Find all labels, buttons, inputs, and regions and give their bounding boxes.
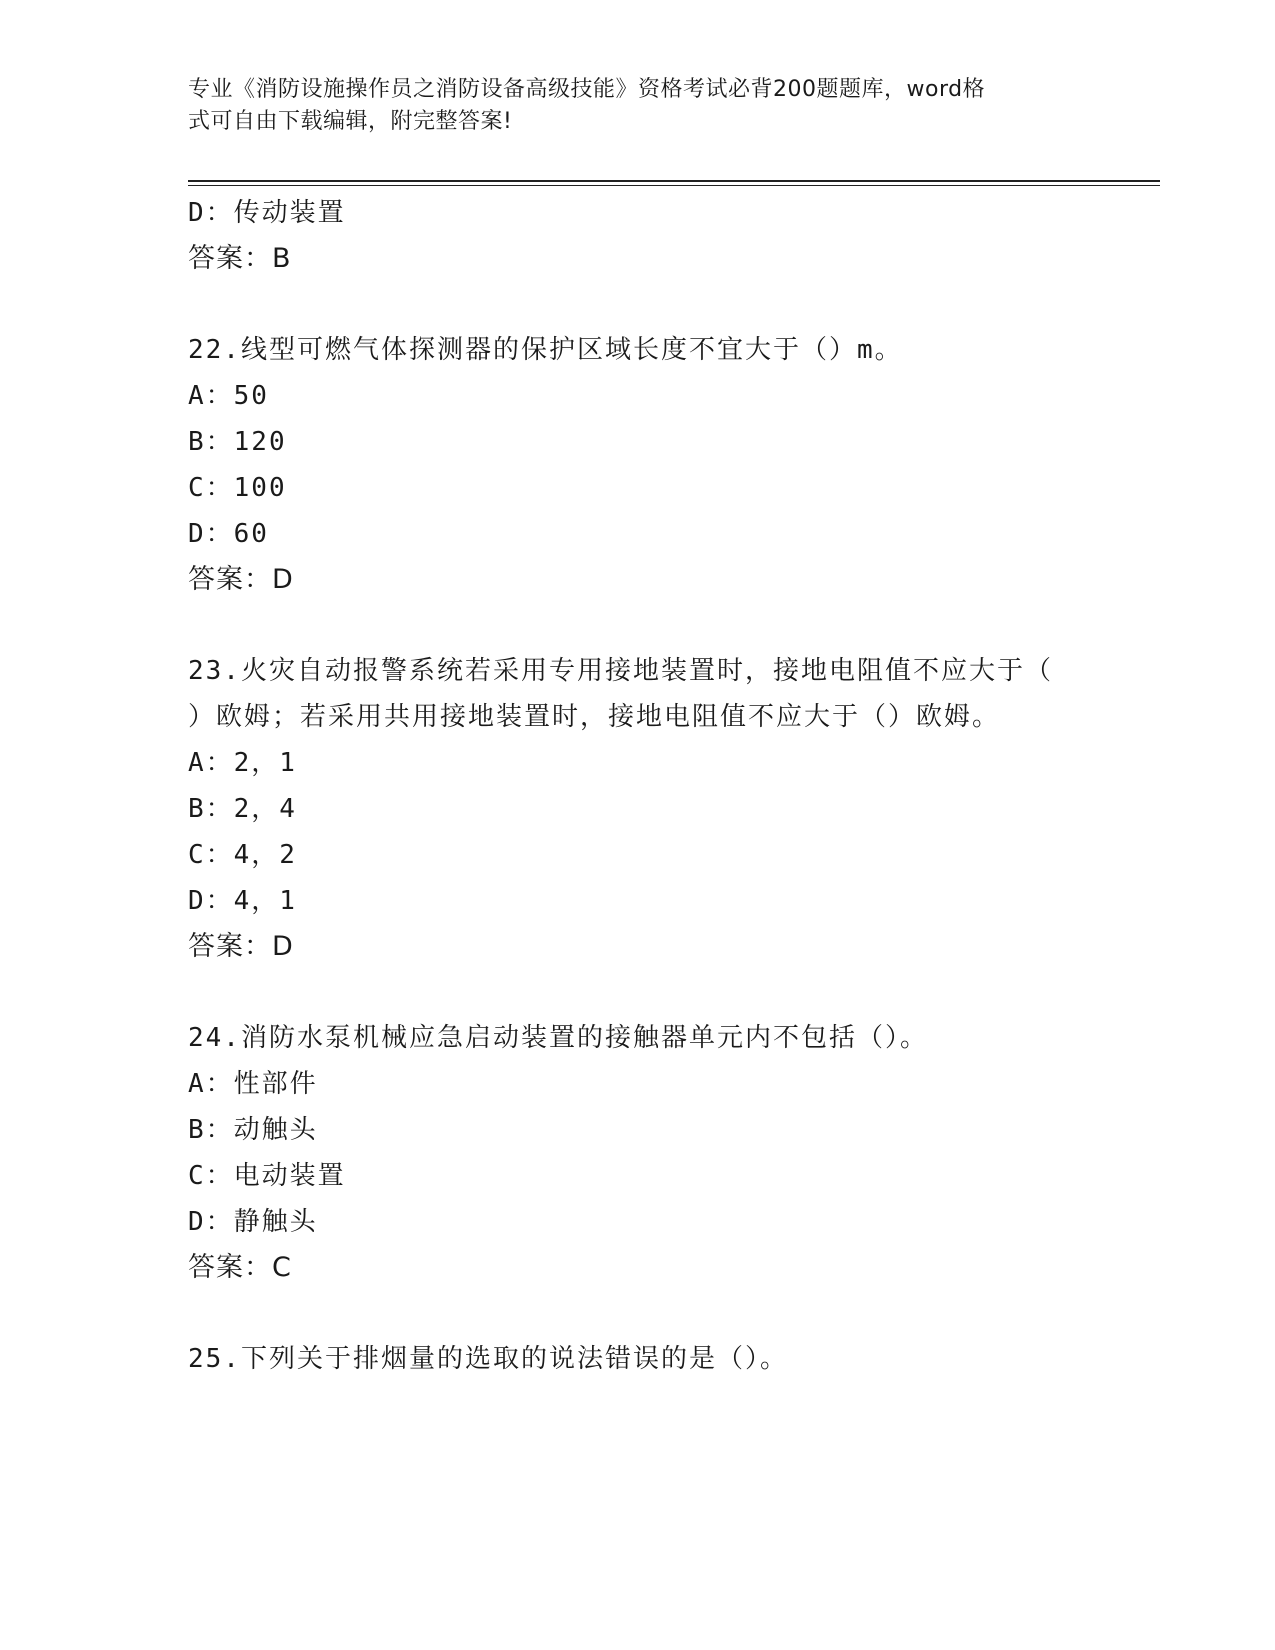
option-b: B：120 — [188, 427, 287, 457]
spacer — [188, 970, 1088, 1015]
option-a: A：50 — [188, 381, 269, 411]
answer-line: 答案：D — [188, 931, 294, 962]
question-list — [188, 190, 1088, 1382]
question-24 — [188, 1015, 1088, 1291]
answer-line: 答案：C — [188, 1252, 292, 1283]
question-stem-line-2: ）欧姆；若采用共用接地装置时，接地电阻值不应大于（）欧姆。 — [188, 702, 1001, 732]
question-stem: 24.消防水泵机械应急启动装置的接触器单元内不包括（）。 — [188, 1023, 928, 1053]
question-25 — [188, 1336, 1088, 1382]
option-c: C：100 — [188, 473, 287, 503]
question-stem: 25.下列关于排烟量的选取的说法错误的是（）。 — [188, 1344, 788, 1374]
option-a: A：2，1 — [188, 748, 297, 778]
previous-question-tail — [188, 190, 1088, 282]
option-d: D：传动装置 — [188, 198, 346, 228]
option-a: A：性部件 — [188, 1069, 318, 1099]
option-d: D：静触头 — [188, 1207, 318, 1237]
answer-line: 答案：D — [188, 564, 294, 595]
option-b: B：动触头 — [188, 1115, 318, 1145]
header-line-1: 专业《消防设施操作员之消防设备高级技能》资格考试必背200题题库，word格 — [188, 77, 986, 102]
option-d: D：4，1 — [188, 886, 297, 916]
spacer — [188, 282, 1088, 327]
header-divider-thick — [188, 180, 1160, 182]
question-stem: 22.线型可燃气体探测器的保护区域长度不宜大于（）m。 — [188, 335, 903, 365]
question-23 — [188, 648, 1088, 970]
header-divider-thin — [188, 185, 1160, 186]
spacer — [188, 603, 1088, 648]
option-c: C：电动装置 — [188, 1161, 346, 1191]
question-stem-line-1: 23.火灾自动报警系统若采用专用接地装置时，接地电阻值不应大于（ — [188, 656, 1053, 686]
header-line-2: 式可自由下载编辑，附完整答案! — [188, 109, 513, 134]
question-22 — [188, 327, 1088, 603]
spacer — [188, 1291, 1088, 1336]
option-d: D：60 — [188, 519, 269, 549]
answer-line: 答案：B — [188, 243, 292, 274]
option-b: B：2，4 — [188, 794, 297, 824]
document-header — [188, 74, 1068, 138]
option-c: C：4，2 — [188, 840, 297, 870]
